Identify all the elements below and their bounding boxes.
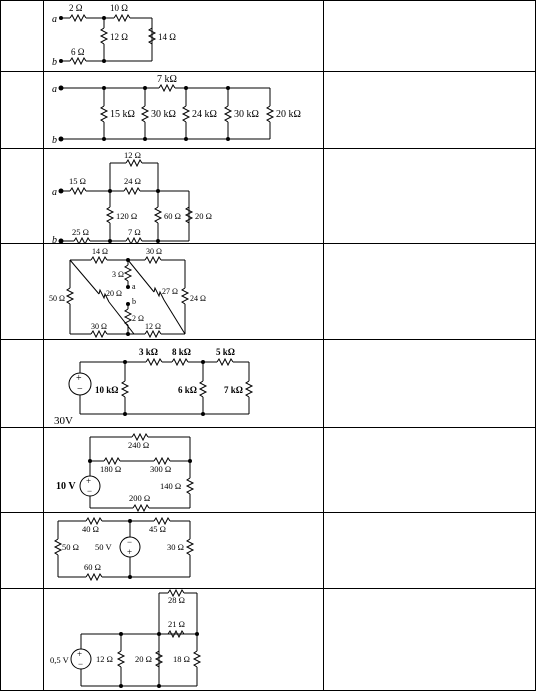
resistor-label: 15 kΩ	[110, 109, 135, 120]
circuit-diagram-2	[44, 72, 323, 148]
table-row	[1, 589, 536, 691]
answer-cell[interactable]	[324, 513, 536, 589]
resistor-label: 10 kΩ	[95, 385, 119, 395]
row-number-cell	[1, 428, 44, 513]
table-row	[1, 340, 536, 428]
resistor-label: 15 Ω	[69, 176, 86, 186]
terminal-a	[126, 285, 130, 289]
resistor-label: 120 Ω	[116, 211, 138, 221]
resistor-label: 2 Ω	[69, 3, 83, 13]
circuit-cell	[44, 244, 324, 340]
resistor-30ohm	[145, 257, 161, 263]
resistor-label: 12 Ω	[145, 322, 161, 331]
source-label: 30V	[54, 415, 73, 427]
source-label: 0,5 V	[50, 655, 69, 665]
resistor-label: 3 kΩ	[139, 347, 158, 357]
resistor-label: 18 Ω	[173, 654, 190, 664]
resistor-7k	[246, 381, 252, 397]
table-row	[1, 1, 536, 72]
resistor-label: 50 Ω	[49, 294, 65, 303]
resistor-12ohm	[126, 160, 142, 166]
resistor-3k	[146, 359, 162, 365]
answer-cell[interactable]	[324, 244, 536, 340]
table-row	[1, 72, 536, 149]
resistor-label: 60 Ω	[84, 562, 101, 572]
resistor-label: 2 Ω	[132, 314, 144, 323]
resistor-30ohm	[187, 539, 193, 555]
circuit-cell	[44, 513, 324, 589]
circuit-diagram-6	[44, 428, 323, 512]
circuit-diagram-7	[44, 513, 323, 588]
terminal-b	[59, 239, 64, 244]
resistor-label: 27 Ω	[162, 287, 178, 296]
table-row	[1, 428, 536, 513]
resistor-label: 6 kΩ	[178, 385, 197, 395]
resistor-label: 50 Ω	[62, 542, 79, 552]
resistor-140ohm	[187, 478, 193, 494]
table-row	[1, 149, 536, 244]
terminal-b-label: b	[52, 235, 57, 243]
row-number-cell	[1, 589, 44, 691]
resistor-50ohm	[67, 288, 73, 304]
resistor-12ohm	[145, 331, 161, 337]
resistor-label: 12 Ω	[124, 150, 141, 160]
answer-cell[interactable]	[324, 340, 536, 428]
resistor-6k	[200, 381, 206, 397]
resistor-label: 5 kΩ	[216, 347, 235, 357]
resistor-label: 14 Ω	[158, 32, 176, 42]
row-number-cell	[1, 340, 44, 428]
resistor-30ohm-bottom	[91, 331, 107, 337]
resistor-14ohm	[91, 257, 107, 263]
resistor-label: 60 Ω	[164, 211, 181, 221]
resistor-label: 7 Ω	[128, 227, 141, 237]
resistor-8k	[172, 359, 188, 365]
answer-cell[interactable]	[324, 149, 536, 244]
minus-sign: −	[77, 384, 83, 395]
resistor-24ohm	[182, 288, 188, 304]
row-number-cell	[1, 244, 44, 340]
circuit-diagram-5	[44, 340, 323, 427]
plus-sign: +	[77, 649, 83, 659]
resistor-label: 12 Ω	[96, 654, 113, 664]
terminal-a-label: a	[52, 187, 57, 198]
minus-sign: −	[127, 537, 133, 547]
terminal-a	[59, 16, 63, 20]
resistor-label: 8 kΩ	[172, 347, 191, 357]
resistor-label: 25 Ω	[72, 227, 89, 237]
resistor-3ohm	[125, 265, 131, 281]
resistor-7k	[159, 85, 175, 91]
resistor-120ohm	[107, 207, 113, 223]
resistor-label: 14 Ω	[92, 247, 108, 256]
resistor-18ohm	[194, 651, 200, 667]
resistor-label: 6 Ω	[71, 47, 85, 57]
table-row	[1, 244, 536, 340]
terminal-a-label: a	[132, 282, 136, 291]
junction	[102, 16, 106, 20]
resistor-label: 240 Ω	[128, 440, 150, 450]
resistor-10ohm	[114, 15, 130, 21]
resistor-200ohm	[133, 505, 149, 511]
resistor-label: 24 kΩ	[192, 109, 217, 120]
terminal-b-label: b	[52, 135, 57, 146]
resistor-label: 20 Ω	[195, 211, 212, 221]
row-number-cell	[1, 72, 44, 149]
resistor-label: 20 Ω	[106, 289, 122, 298]
resistor-label: 40 Ω	[82, 524, 99, 534]
terminal-a-label: a	[52, 84, 57, 95]
circuit-diagram-4	[44, 244, 323, 339]
resistor-label: 20 Ω	[135, 654, 152, 664]
resistor-label: 180 Ω	[100, 464, 122, 474]
resistor-2ohm	[125, 309, 131, 325]
terminal-b	[59, 59, 63, 63]
resistor-label: 24 Ω	[190, 294, 206, 303]
resistor-label: 28 Ω	[168, 595, 185, 605]
circuit-cell	[44, 428, 324, 513]
resistor-50ohm	[55, 539, 61, 555]
answer-cell[interactable]	[324, 1, 536, 72]
resistor-label: 140 Ω	[160, 481, 182, 491]
resistor-2ohm	[70, 15, 86, 21]
terminal-a	[59, 189, 64, 194]
resistor-label: 30 kΩ	[234, 109, 259, 120]
row-number-cell	[1, 149, 44, 244]
terminal-a	[59, 86, 64, 91]
resistor-60ohm	[86, 574, 102, 580]
table-row	[1, 513, 536, 589]
circuit-cell	[44, 340, 324, 428]
resistor-5k	[217, 359, 233, 365]
resistor-25ohm	[74, 238, 90, 243]
answer-cell[interactable]	[324, 428, 536, 513]
minus-sign: −	[78, 659, 84, 669]
row-number-cell	[1, 1, 44, 72]
answer-cell[interactable]	[324, 72, 536, 149]
resistor-60ohm	[155, 207, 161, 223]
resistor-label: 200 Ω	[129, 493, 151, 503]
resistor-label: 7 kΩ	[224, 385, 243, 395]
source-label: 10 V	[56, 481, 76, 492]
resistor-label: 30 Ω	[167, 542, 184, 552]
resistor-24ohm	[124, 188, 140, 194]
terminal-b	[126, 302, 130, 306]
circuit-diagram-3	[44, 149, 323, 243]
junction	[102, 59, 106, 63]
plus-sign: +	[127, 547, 133, 557]
row-number-cell	[1, 513, 44, 589]
resistor-label: 10 Ω	[110, 3, 128, 13]
circuit-diagram-8	[44, 589, 323, 690]
resistor-label: 21 Ω	[168, 619, 185, 629]
circuit-cell	[44, 72, 324, 149]
terminal-b-label: b	[132, 297, 136, 306]
circuit-cell	[44, 149, 324, 244]
terminal-b	[59, 137, 64, 142]
source-label: 50 V	[95, 542, 112, 552]
resistor-12ohm	[101, 28, 107, 44]
resistor-label: 20 kΩ	[276, 109, 301, 120]
minus-sign: −	[87, 486, 93, 496]
circuit-cell	[44, 589, 324, 691]
terminal-b-label: b	[52, 57, 57, 68]
terminal-a-label: a	[52, 14, 57, 25]
circuit-diagram-1	[44, 1, 323, 71]
resistor-7ohm	[126, 238, 142, 243]
resistor-label: 12 Ω	[110, 32, 128, 42]
resistor-15ohm	[70, 188, 86, 194]
resistor-label: 300 Ω	[150, 464, 172, 474]
resistor-label: 30 kΩ	[151, 109, 176, 120]
answer-cell[interactable]	[324, 589, 536, 691]
circuit-cell	[44, 1, 324, 72]
resistor-label: 7 kΩ	[157, 74, 177, 85]
plus-sign: +	[86, 476, 92, 486]
resistor-label: 30 Ω	[91, 322, 107, 331]
resistor-label: 3 Ω	[112, 270, 124, 279]
resistor-6ohm	[70, 58, 86, 64]
plus-sign: +	[76, 373, 82, 384]
resistor-label: 45 Ω	[149, 524, 166, 534]
resistor-12ohm	[118, 651, 124, 667]
resistor-10k	[122, 381, 128, 397]
resistor-label: 24 Ω	[124, 176, 141, 186]
resistor-label: 30 Ω	[146, 247, 162, 256]
